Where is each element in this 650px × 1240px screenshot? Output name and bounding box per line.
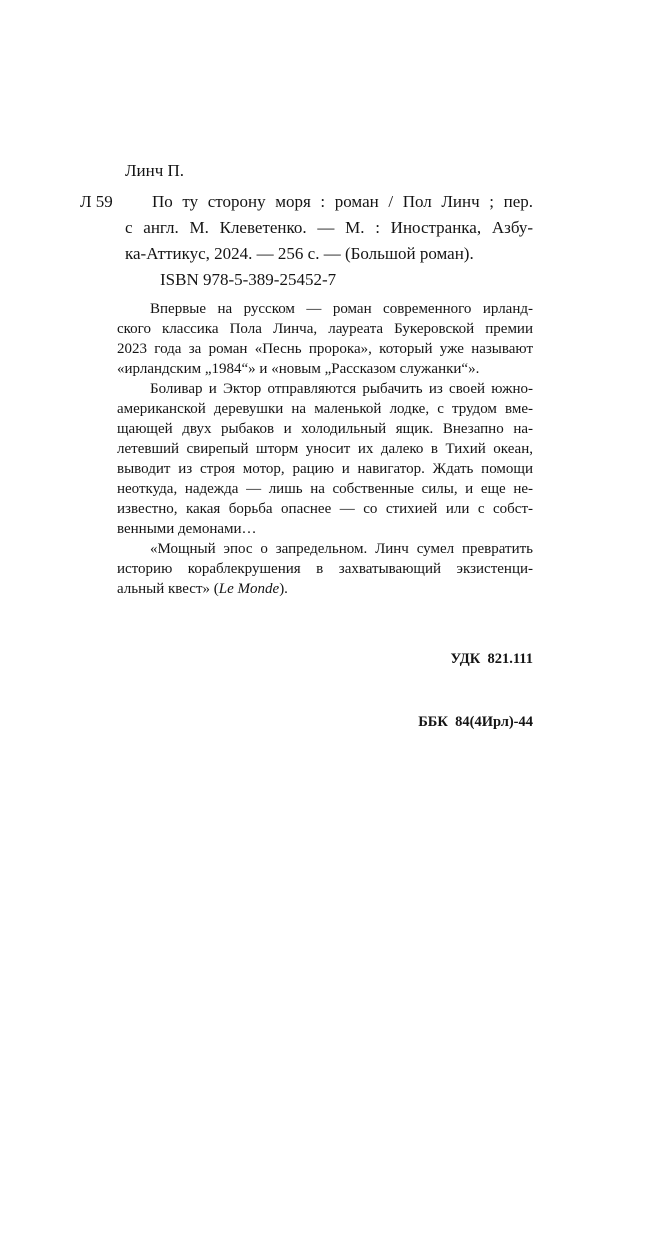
text-line: выводит из строя мотор, рацию и навигатор. Ждать помощи — [117, 461, 533, 477]
text-line — [117, 579, 533, 599]
annotation-block — [117, 299, 533, 599]
catalog-record — [80, 189, 533, 293]
text-line: венными демонами… — [117, 521, 257, 537]
text-line: Впервые на русском — роман современного ирланд- — [150, 301, 533, 317]
text-line: По ту сторону моря : роман / Пол Линч ; пер. — [152, 192, 533, 211]
classification-codes — [80, 607, 533, 775]
udk-code: УДК 821.111 — [450, 651, 533, 667]
author-heading: Линч П. — [125, 161, 185, 180]
text-line: известно, какая борьба опаснее — со стихией или с собст- — [117, 501, 533, 517]
text-line: «ирландским „1984“» и «новым „Рассказом служанки“». — [117, 361, 480, 377]
annotation-paragraph-1 — [117, 299, 533, 379]
isbn-line: ISBN 978-5-389-25452-7 — [160, 270, 337, 289]
text-line: щающей двух рыбаков и холодильный ящик. Внезапно на- — [117, 421, 533, 437]
review-source: Le Monde — [218, 581, 280, 597]
text-line: 2023 года за роман «Песнь пророка», который уже называют — [117, 341, 533, 357]
text-fragment: альный квест» ( — [117, 581, 219, 597]
annotation-paragraph-2 — [117, 379, 533, 539]
text-line: ка-Аттикус, 2024. — 256 с. — (Большой роман). — [125, 244, 474, 263]
text-line: ского классика Пола Линча, лауреата Букеровской премии — [117, 321, 533, 337]
text-line: историю кораблекрушения в захватывающий экзистенци- — [117, 561, 533, 577]
text-line: неоткуда, надежда — лишь на собственные силы, и еще не- — [117, 481, 533, 497]
text-line: американской деревушки на маленькой лодке, с трудом вме- — [117, 401, 533, 417]
text-fragment: ). — [279, 581, 288, 597]
text-line: летевший свирепый шторм уносит их далеко в Тихий океан, — [117, 441, 533, 457]
catalog-code: Л 59 — [80, 192, 113, 211]
text-line: «Мощный эпос о запредельном. Линч сумел превратить — [150, 541, 533, 557]
text-line: Боливар и Эктор отправляются рыбачить из своей южно- — [150, 381, 533, 397]
annotation-paragraph-3 — [117, 539, 533, 599]
text-line: с англ. М. Клеветенко. — М. : Иностранка, Азбу- — [125, 218, 533, 237]
bibliographic-record — [125, 189, 533, 267]
bbk-code: ББК 84(4Ирл)-44 — [418, 714, 533, 730]
